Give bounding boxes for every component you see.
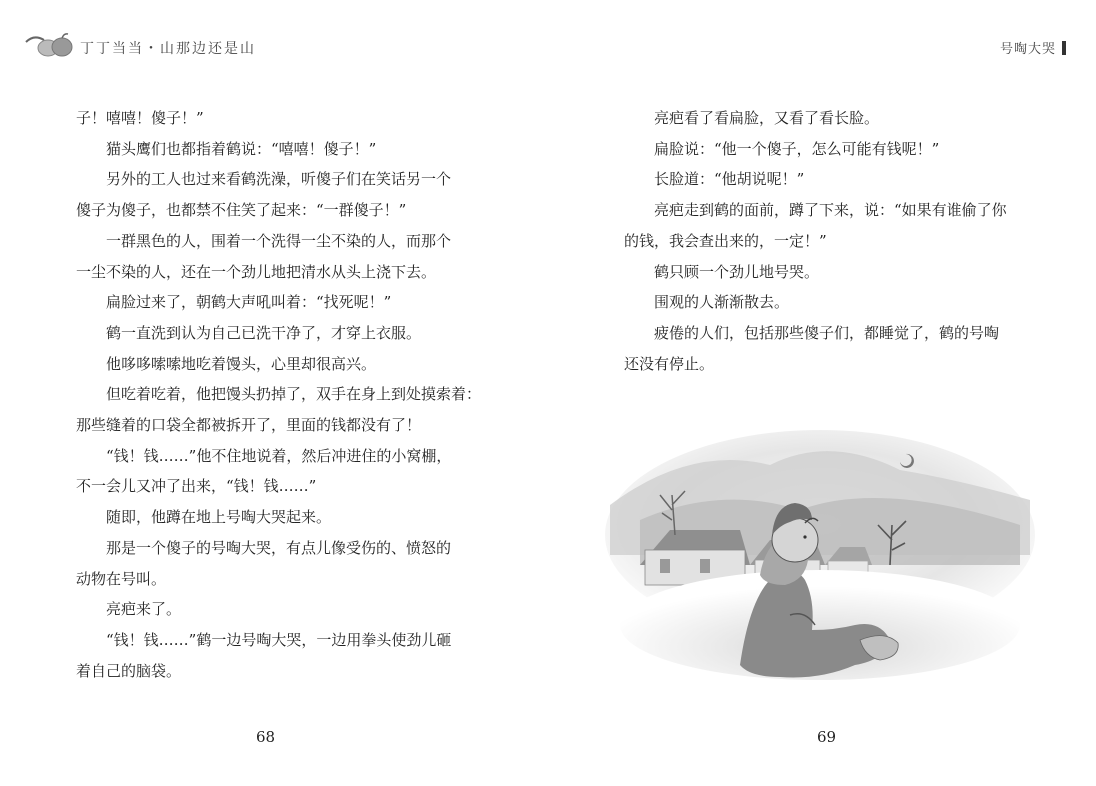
paragraph: 疲倦的人们，包括那些傻子们，都睡觉了，鹤的号啕 <box>654 323 1000 342</box>
paragraph: “钱！钱……”鹤一边号啕大哭，一边用拳头使劲儿砸 <box>106 630 452 649</box>
paragraph: 动物在号叫。 <box>76 569 167 588</box>
paragraph: 扁脸过来了，朝鹤大声吼叫着：“找死呢！” <box>106 293 392 312</box>
pencil-sketch-boy-sitting-under-moon-icon <box>600 425 1040 690</box>
paragraph: 鹤一直洗到认为自己已洗干净了，才穿上衣服。 <box>106 323 422 342</box>
running-header-left <box>24 28 256 62</box>
paragraph: 那是一个傻子的号啕大哭，有点儿像受伤的、愤怒的 <box>106 538 452 557</box>
chapter-title: 号啕大哭 <box>999 42 1056 57</box>
paragraph: 长脸道：“他胡说呢！” <box>654 170 805 189</box>
paragraph: 着自己的脑袋。 <box>76 661 182 680</box>
paragraph: 扁脸说：“他一个傻子，怎么可能有钱呢！” <box>654 139 940 158</box>
paragraph: 猫头鹰们也都指着鹤说：“嘻嘻！傻子！” <box>106 139 377 158</box>
gourd-logo-icon <box>24 30 76 60</box>
series-title: 丁丁当当・山那边还是山 <box>80 41 256 57</box>
paragraph: 不一会儿又冲了出来，“钱！钱……” <box>76 477 317 496</box>
paragraph: 那些缝着的口袋全都被拆开了，里面的钱都没有了！ <box>76 416 422 435</box>
paragraph: 的钱，我会查出来的，一定！” <box>624 231 827 250</box>
paragraph: 还没有停止。 <box>624 354 715 373</box>
left-page-text <box>76 103 482 686</box>
paragraph: “钱！钱……”他不住地说着，然后冲进住的小窝棚， <box>106 446 452 465</box>
paragraph: 随即，他蹲在地上号啕大哭起来。 <box>106 508 332 527</box>
page-number-left: 68 <box>256 728 276 746</box>
paragraph: 傻子为傻子，也都禁不住笑了起来：“一群傻子！” <box>76 201 407 220</box>
page-number-right: 69 <box>817 728 837 746</box>
running-header-right <box>1000 38 1066 57</box>
right-page-text <box>624 103 1026 379</box>
paragraph: 亮疤走到鹤的面前，蹲了下来，说：“如果有谁偷了你 <box>654 201 1007 220</box>
header-marker-bar <box>1062 41 1066 55</box>
paragraph: 另外的工人也过来看鹤洗澡，听傻子们在笑话另一个 <box>106 170 452 189</box>
paragraph: 子！嘻嘻！傻子！” <box>76 109 204 127</box>
paragraph: 一尘不染的人，还在一个劲儿地把清水从头上浇下去。 <box>76 262 437 281</box>
paragraph: 鹤只顾一个劲儿地号哭。 <box>654 262 820 281</box>
paragraph: 但吃着吃着，他把馒头扔掉了，双手在身上到处摸索着： <box>106 385 482 404</box>
paragraph: 他哆哆嗦嗦地吃着馒头，心里却很高兴。 <box>106 354 377 373</box>
paragraph: 围观的人渐渐散去。 <box>654 293 790 312</box>
paragraph: 亮疤看了看扁脸，又看了看长脸。 <box>654 109 880 127</box>
paragraph: 亮疤来了。 <box>106 600 182 619</box>
paragraph: 一群黑色的人，围着一个洗得一尘不染的人，而那个 <box>106 231 452 250</box>
